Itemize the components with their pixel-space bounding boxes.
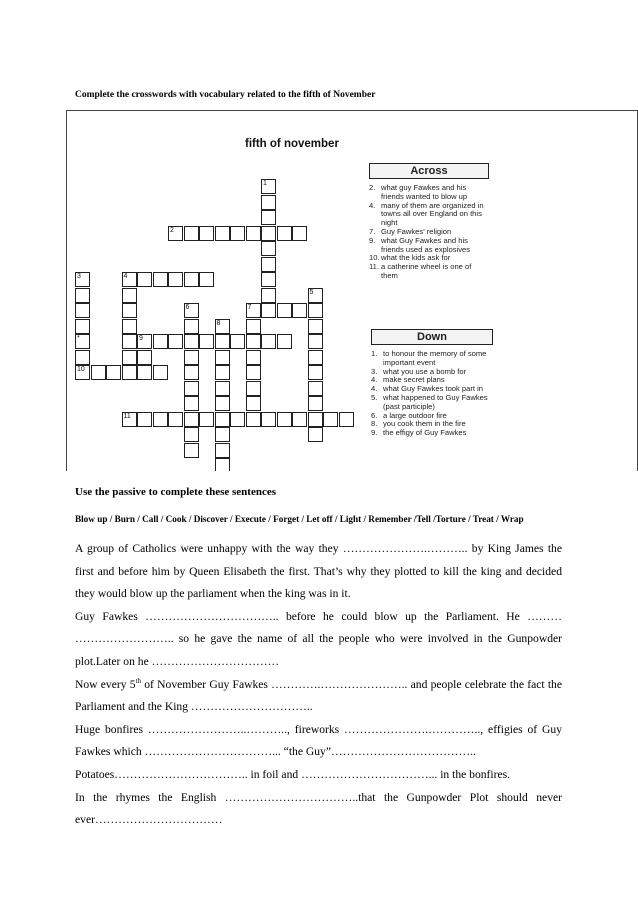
clue-text: what guy Fawkes and his friends wanted to blow up (381, 183, 468, 201)
grid-cell[interactable] (153, 272, 168, 287)
clue-text: many of them are organized in towns all over England on this night (381, 200, 484, 228)
grid-cell[interactable] (184, 443, 199, 458)
grid-cell[interactable] (122, 288, 137, 303)
grid-cell[interactable] (122, 334, 137, 349)
grid-cell[interactable] (261, 195, 276, 210)
grid-number: 5 (309, 288, 314, 296)
down-clue-list (371, 350, 493, 438)
clue-text: the effigy of Guy Fawkes (383, 428, 467, 438)
grid-number: 4 (123, 273, 128, 280)
paragraph-1: A group of Catholics were unhappy with the way they ………………….……….. by King James the first and before him by Queen Elisabeth the first. That’s why they plotted to kill the king and decided they would blow up the parliament when the king was in it. (75, 542, 562, 601)
grid-number: 1 (263, 180, 267, 187)
grid-cell[interactable] (215, 381, 230, 396)
grid-cell[interactable] (122, 319, 137, 334)
grid-cell[interactable] (137, 412, 152, 427)
down-clue (371, 429, 493, 438)
grid-cell[interactable] (308, 396, 323, 411)
paragraph-5: Potatoes…………………………….. in foil and ……………………………... in the bonfires. (75, 767, 511, 781)
p3-sup: th (135, 676, 142, 685)
grid-cell[interactable] (215, 226, 230, 241)
grid-cell[interactable] (230, 412, 245, 427)
grid-cell[interactable] (199, 272, 214, 287)
grid-cell[interactable] (277, 226, 292, 241)
grid-cell[interactable] (153, 412, 168, 427)
grid-cell[interactable] (292, 226, 307, 241)
grid-cell[interactable] (75, 288, 90, 303)
clue-text: what Guy Fawkes took part in (383, 384, 484, 394)
grid-cell[interactable] (308, 319, 323, 334)
grid-cell[interactable] (261, 226, 276, 241)
clue-text: make secret plans (383, 375, 445, 385)
grid-cell[interactable] (168, 412, 183, 427)
grid-cell[interactable] (106, 365, 121, 380)
grid-cell[interactable] (184, 381, 199, 396)
section-title: Use the passive to complete these sentences (75, 486, 277, 498)
across-clue-list (369, 184, 489, 281)
grid-cell[interactable] (137, 365, 152, 380)
grid-cell[interactable] (184, 350, 199, 365)
grid-cell[interactable] (215, 458, 230, 471)
grid-cell[interactable] (168, 272, 183, 287)
grid-cell[interactable] (122, 350, 137, 365)
grid-cell[interactable] (246, 396, 261, 411)
grid-cell[interactable] (261, 210, 276, 225)
clue-text: Guy Fawkes' religion (381, 226, 452, 236)
grid-cell[interactable] (292, 303, 307, 318)
clue-number: 1. (371, 349, 378, 358)
grid-cell[interactable] (122, 303, 137, 318)
grid-cell[interactable] (91, 365, 106, 380)
clue-number: 7. (369, 226, 376, 236)
paragraph-3 (75, 674, 562, 719)
clue-number: 5. (371, 392, 378, 402)
grid-cell[interactable] (246, 319, 261, 334)
grid-cell[interactable] (308, 365, 323, 380)
grid-cell[interactable] (122, 365, 137, 380)
grid-cell[interactable] (215, 412, 230, 427)
across-clue (369, 237, 489, 255)
across-clues (369, 163, 489, 281)
word-list: Blow up / Burn / Call / Cook / Discover / Execute / Forget / Let off / Light / Remember /Tell /Torture / Treat / Wrap (75, 514, 524, 524)
grid-cell[interactable] (184, 226, 199, 241)
grid-cell[interactable] (215, 350, 230, 365)
grid-cell[interactable] (339, 412, 354, 427)
grid-number: * (77, 335, 80, 342)
clue-number: 9. (369, 235, 376, 245)
across-clue (369, 202, 489, 228)
grid-cell[interactable] (215, 396, 230, 411)
grid-cell[interactable] (215, 427, 230, 442)
grid-cell[interactable] (75, 319, 90, 334)
grid-cell[interactable] (168, 334, 183, 349)
paragraph-6: In the rhymes the English ……………………………..that the Gunpowder Plot should never ever…………………………… (75, 790, 562, 827)
grid-cell[interactable] (199, 334, 214, 349)
grid-cell[interactable] (261, 288, 276, 303)
grid-cell[interactable] (277, 303, 292, 318)
grid-cell[interactable] (277, 334, 292, 349)
grid-cell[interactable] (153, 334, 168, 349)
grid-cell[interactable] (75, 303, 90, 318)
puzzle-title: fifth of november (245, 138, 339, 150)
grid-cell[interactable] (75, 350, 90, 365)
clue-number: 9. (371, 428, 378, 438)
grid-number: 11 (123, 412, 131, 420)
grid-number: 8 (216, 319, 221, 327)
paragraph-4: Huge bonfires ……………………..……….., fireworks ………………….………….., effigies of Guy Fawkes which ……………………………... “the Guy”……………………………….. (75, 722, 562, 759)
grid-cell[interactable] (184, 319, 199, 334)
grid-cell[interactable] (153, 365, 168, 380)
grid-cell[interactable] (184, 412, 199, 427)
clue-number: 4. (371, 375, 378, 385)
crossword-puzzle (66, 110, 638, 471)
grid-cell[interactable] (184, 334, 199, 349)
paragraph-2: Guy Fawkes …………………………….. before he could blow up the Parliament. He ……… …………………….. so he gave the name of all the people who were involved in the Gunpowder plot.Later on he …………………………… (75, 609, 562, 668)
exercise-text (75, 538, 562, 832)
clue-text: a large outdoor fire (383, 410, 447, 420)
clue-number: 6. (371, 410, 378, 420)
down-clue (371, 350, 493, 368)
grid-cell[interactable] (308, 427, 323, 442)
grid-cell[interactable] (292, 412, 307, 427)
grid-cell[interactable] (246, 350, 261, 365)
clue-text: what Guy Fawkes and his friends used as explosives (381, 235, 471, 254)
down-clue (371, 394, 493, 412)
grid-cell[interactable] (308, 334, 323, 349)
grid-cell[interactable] (246, 334, 261, 349)
down-header: Down (371, 329, 493, 345)
clue-number: 10. (369, 253, 380, 263)
grid-cell[interactable] (184, 272, 199, 287)
grid-cell[interactable] (308, 381, 323, 396)
grid-cell[interactable] (215, 334, 230, 349)
grid-cell[interactable] (215, 365, 230, 380)
clue-number: 11. (369, 262, 379, 272)
grid-cell[interactable] (246, 381, 261, 396)
clue-text: what you use a bomb for (383, 366, 467, 376)
grid-cell[interactable] (230, 226, 245, 241)
grid-cell[interactable] (137, 350, 152, 365)
grid-cell[interactable] (199, 412, 214, 427)
grid-cell[interactable] (261, 241, 276, 256)
grid-number: 2 (170, 226, 174, 234)
grid-cell[interactable] (137, 272, 152, 287)
grid-cell[interactable] (215, 443, 230, 458)
grid-number: 10 (77, 366, 85, 373)
grid-cell[interactable] (184, 427, 199, 442)
grid-number: 3 (77, 273, 81, 280)
p3-before: Now every 5 (75, 677, 136, 691)
grid-cell[interactable] (230, 334, 245, 349)
clue-number: 3. (371, 366, 378, 376)
grid-cell[interactable] (277, 412, 292, 427)
grid-cell[interactable] (308, 303, 323, 318)
clue-text: you cook them in the fire (383, 419, 466, 429)
grid-number: 7 (247, 304, 252, 311)
clue-text: to honour the memory of some important event (383, 349, 487, 367)
grid-cell[interactable] (261, 272, 276, 287)
grid-cell[interactable] (246, 412, 261, 427)
grid-cell[interactable] (323, 412, 338, 427)
grid-cell[interactable] (261, 334, 276, 349)
grid-cell[interactable] (199, 226, 214, 241)
clue-number: 2. (369, 183, 376, 192)
grid-cell[interactable] (246, 365, 261, 380)
grid-cell[interactable] (261, 412, 276, 427)
grid-cell[interactable] (308, 412, 323, 427)
down-clues (371, 329, 493, 438)
grid-cell[interactable] (261, 257, 276, 272)
clue-number: 4. (371, 384, 378, 394)
clue-number: 8. (371, 419, 378, 429)
p3-after: of November Guy Fawkes ………….………………….. and people celebrate the fact the Parliament and the King ………………………….. (75, 677, 562, 714)
worksheet-heading: Complete the crosswords with vocabulary related to the fifth of November (75, 90, 376, 100)
across-clue (369, 263, 489, 281)
across-header: Across (369, 163, 489, 179)
grid-cell[interactable] (184, 365, 199, 380)
clue-text: a catherine wheel is one of them (381, 262, 472, 280)
clue-number: 4. (369, 200, 376, 210)
grid-number: 9 (139, 335, 143, 342)
grid-cell[interactable] (246, 226, 261, 241)
grid-cell[interactable] (184, 396, 199, 411)
across-clue (369, 184, 489, 202)
grid-cell[interactable] (308, 350, 323, 365)
grid-number: 6 (185, 304, 190, 311)
grid-cell[interactable] (261, 303, 276, 318)
clue-text: what the kids ask for (381, 253, 451, 263)
clue-text: what happened to Guy Fawkes (past participle) (383, 392, 488, 411)
